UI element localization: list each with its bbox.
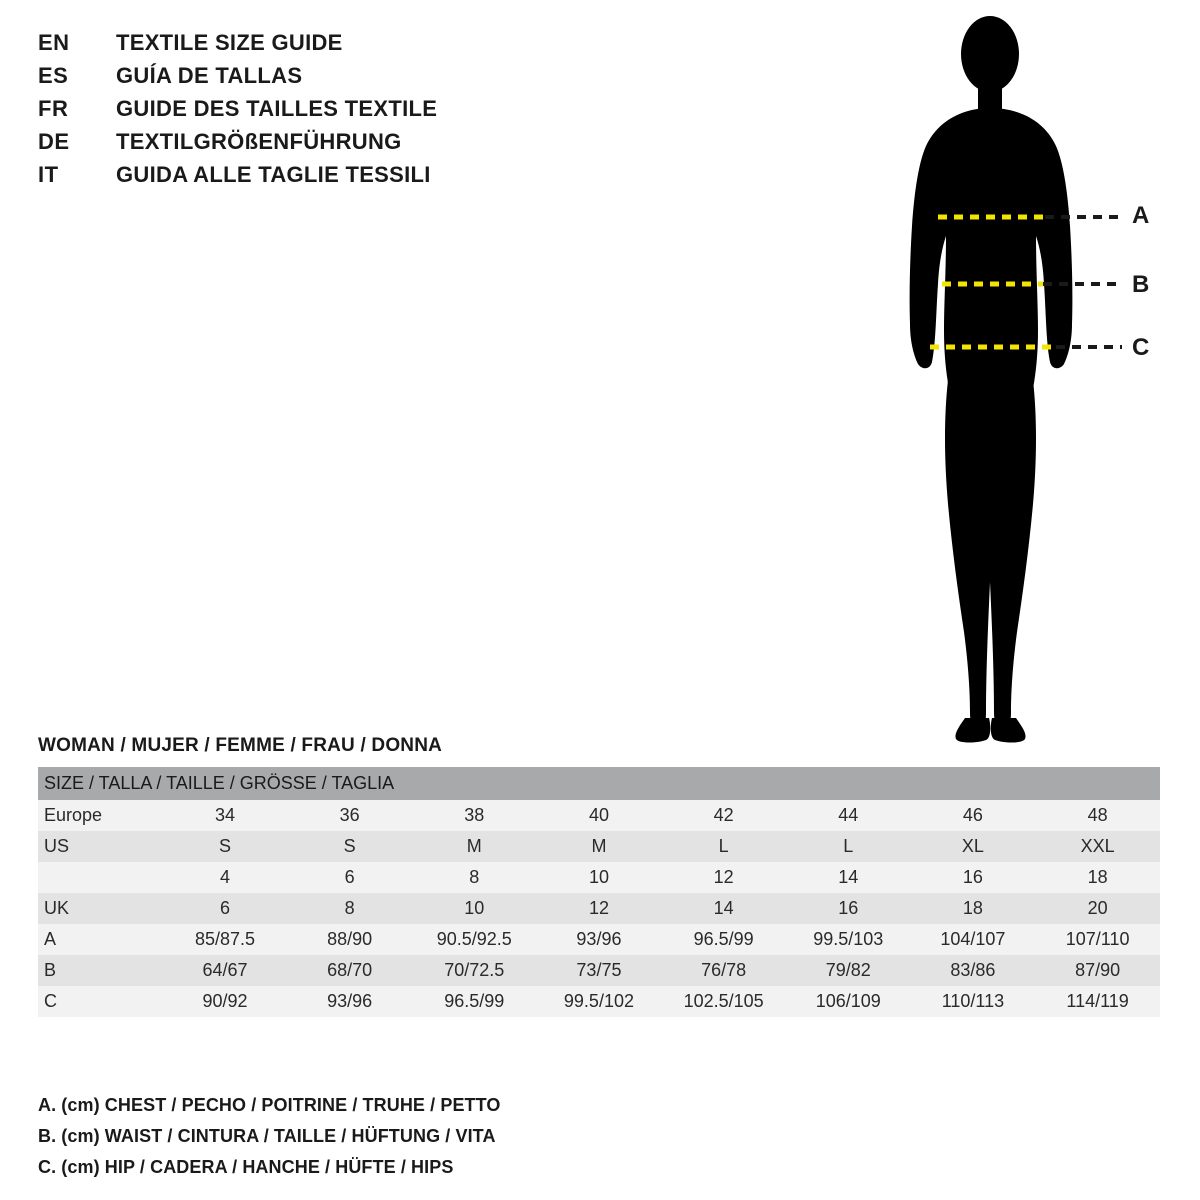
language-row <box>38 30 598 63</box>
cell: 20 <box>1035 893 1160 924</box>
table-row <box>38 831 1160 862</box>
cell: 110/113 <box>911 986 1036 1017</box>
cell: 68/70 <box>287 955 412 986</box>
cell: 106/109 <box>786 986 911 1017</box>
cell: 38 <box>412 800 537 831</box>
cell: 64/67 <box>163 955 288 986</box>
cell: M <box>537 831 662 862</box>
cell: 76/78 <box>661 955 786 986</box>
language-code: DE <box>38 129 70 154</box>
cell: 34 <box>163 800 288 831</box>
cell: XL <box>911 831 1036 862</box>
cell: 90/92 <box>163 986 288 1017</box>
cell: 12 <box>661 862 786 893</box>
cell: 102.5/105 <box>661 986 786 1017</box>
language-title: TEXTILGRÖßENFÜHRUNG <box>116 129 402 154</box>
cell: 88/90 <box>287 924 412 955</box>
row-label: B <box>38 955 163 986</box>
cell: 99.5/103 <box>786 924 911 955</box>
row-label: US <box>38 831 163 862</box>
cell: 85/87.5 <box>163 924 288 955</box>
cell: XXL <box>1035 831 1160 862</box>
measure-label-b: B <box>1132 271 1150 298</box>
cell: L <box>786 831 911 862</box>
table-row <box>38 986 1160 1017</box>
cell: 10 <box>412 893 537 924</box>
table-header-label: SIZE / TALLA / TAILLE / GRÖSSE / TAGLIA <box>38 767 1160 800</box>
cell: 96.5/99 <box>412 986 537 1017</box>
cell: 90.5/92.5 <box>412 924 537 955</box>
measure-label-c: C <box>1132 334 1150 361</box>
cell: 16 <box>786 893 911 924</box>
cell: 107/110 <box>1035 924 1160 955</box>
row-label: UK <box>38 893 163 924</box>
cell: 18 <box>1035 862 1160 893</box>
cell: 83/86 <box>911 955 1036 986</box>
table-row <box>38 862 1160 893</box>
cell: 18 <box>911 893 1036 924</box>
cell: 6 <box>287 862 412 893</box>
cell: 40 <box>537 800 662 831</box>
language-code: FR <box>38 96 69 121</box>
cell: 104/107 <box>911 924 1036 955</box>
cell: 73/75 <box>537 955 662 986</box>
cell: 70/72.5 <box>412 955 537 986</box>
cell: 114/119 <box>1035 986 1160 1017</box>
language-code: EN <box>38 30 70 55</box>
group-title: WOMAN / MUJER / FEMME / FRAU / DONNA <box>38 735 443 756</box>
language-legend <box>38 30 598 195</box>
cell: 44 <box>786 800 911 831</box>
cell: 14 <box>661 893 786 924</box>
cell: 8 <box>287 893 412 924</box>
size-table <box>38 767 1160 1017</box>
language-row <box>38 63 598 96</box>
cell: 48 <box>1035 800 1160 831</box>
table-row <box>38 893 1160 924</box>
language-code: ES <box>38 63 69 88</box>
language-code: IT <box>38 162 59 187</box>
cell: 12 <box>537 893 662 924</box>
cell: 99.5/102 <box>537 986 662 1017</box>
cell: L <box>661 831 786 862</box>
cell: S <box>287 831 412 862</box>
cell: 14 <box>786 862 911 893</box>
cell: S <box>163 831 288 862</box>
language-title: GUÍA DE TALLAS <box>116 63 303 88</box>
cell: 16 <box>911 862 1036 893</box>
cell: 6 <box>163 893 288 924</box>
size-table-block <box>38 735 1160 1017</box>
cell: 93/96 <box>287 986 412 1017</box>
row-label <box>38 862 163 893</box>
measure-label-a: A <box>1132 202 1150 229</box>
female-silhouette-icon <box>860 12 1190 752</box>
language-title: GUIDE DES TAILLES TEXTILE <box>116 96 438 121</box>
cell: 46 <box>911 800 1036 831</box>
row-label: C <box>38 986 163 1017</box>
table-row <box>38 955 1160 986</box>
cell: M <box>412 831 537 862</box>
row-label: Europe <box>38 800 163 831</box>
cell: 36 <box>287 800 412 831</box>
table-row <box>38 924 1160 955</box>
language-title: GUIDA ALLE TAGLIE TESSILI <box>116 162 431 187</box>
cell: 4 <box>163 862 288 893</box>
footnotes <box>38 1090 838 1183</box>
row-label: A <box>38 924 163 955</box>
language-row <box>38 162 598 195</box>
cell: 93/96 <box>537 924 662 955</box>
language-title: TEXTILE SIZE GUIDE <box>116 30 343 55</box>
cell: 42 <box>661 800 786 831</box>
cell: 10 <box>537 862 662 893</box>
table-header-row <box>38 767 1160 800</box>
footnote-chest: A. (cm) CHEST / PECHO / POITRINE / TRUHE / PETTO <box>38 1095 501 1115</box>
cell: 96.5/99 <box>661 924 786 955</box>
cell: 8 <box>412 862 537 893</box>
footnote-hip: C. (cm) HIP / CADERA / HANCHE / HÜFTE / HIPS <box>38 1157 454 1177</box>
footnote-waist: B. (cm) WAIST / CINTURA / TAILLE / HÜFTUNG / VITA <box>38 1126 496 1146</box>
language-row <box>38 96 598 129</box>
body-figure-diagram <box>860 12 1190 752</box>
cell: 87/90 <box>1035 955 1160 986</box>
cell: 79/82 <box>786 955 911 986</box>
language-row <box>38 129 598 162</box>
table-row <box>38 800 1160 831</box>
